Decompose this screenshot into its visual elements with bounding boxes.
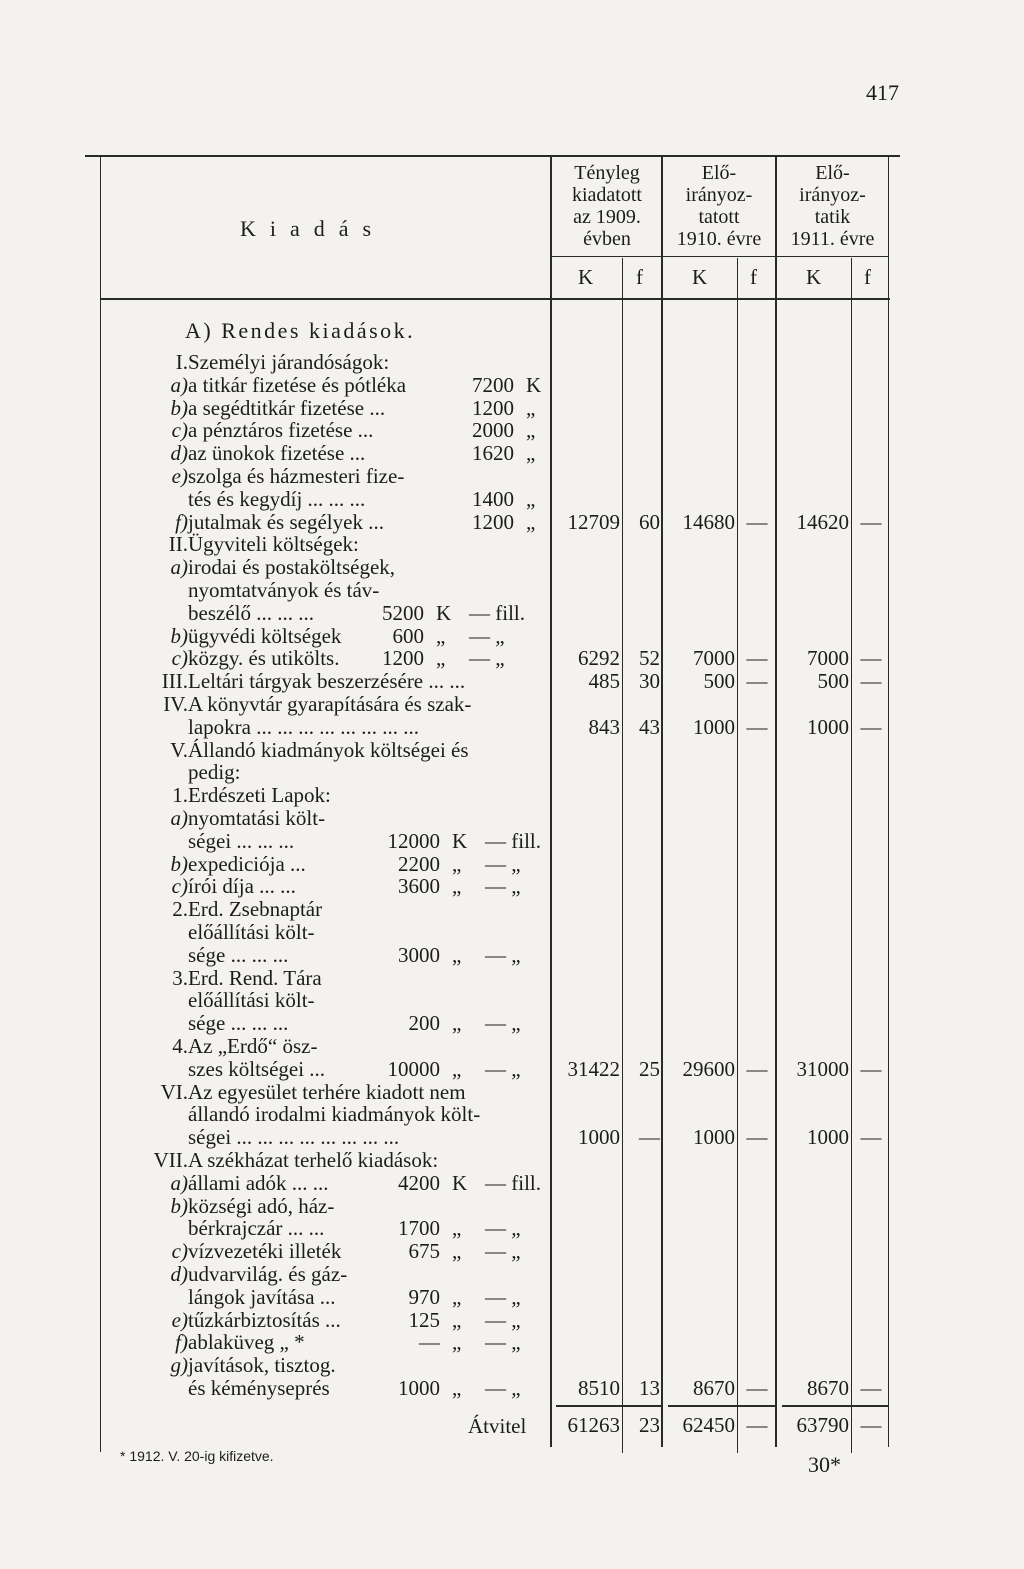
line-unit: „ [436, 623, 446, 648]
carry-top-rule-1 [556, 1405, 661, 1407]
col2-fillers-border [737, 258, 738, 1453]
line-text: tés és kegydíj ... ... ... [188, 486, 366, 511]
line-amount: 1700 [398, 1216, 440, 1241]
line-amount: 200 [408, 1011, 440, 1036]
total-c1f: 25 [639, 1056, 660, 1081]
line-text: a segédtitkár fizetése ... [188, 395, 386, 420]
line-amount: 2200 [398, 851, 440, 876]
col2-left-border [661, 157, 663, 1447]
line-label: VII. [153, 1148, 188, 1172]
total-c1k: 1000 [578, 1125, 620, 1150]
line-amount: 1200 [382, 646, 424, 671]
line-text: pedig: [188, 760, 241, 785]
carry-col2-f: — [746, 1413, 768, 1437]
total-c3f: — [860, 1056, 882, 1081]
line-unit: „ [452, 1056, 462, 1081]
line-text: községi adó, ház- [188, 1193, 335, 1218]
line-unit: „ [526, 509, 536, 534]
line-unit: K [452, 828, 468, 853]
line-text: Az egyesület terhére kiadott nem [188, 1079, 466, 1104]
line-text: lapokra ... ... ... ... ... ... ... ... [188, 714, 419, 739]
total-c3f: — [860, 509, 882, 534]
carry-top-rule-3 [782, 1405, 888, 1407]
line-label: d) [170, 441, 188, 466]
line-amount: — [419, 1330, 440, 1355]
section-title: A) Rendes kiadások. [185, 318, 416, 343]
total-c3f: — [860, 714, 882, 739]
line-label: I. [175, 350, 188, 374]
line-label: f) [175, 509, 188, 534]
total-c1k: 8510 [578, 1376, 620, 1400]
line-text: a titkár fizetése és pótléka [188, 372, 407, 397]
carry-top-rule-2 [668, 1405, 775, 1407]
line-text: A székházat terhelő kiadások: [188, 1148, 439, 1172]
line-text: vízvezetéki illeték [188, 1239, 342, 1264]
line-label: c) [171, 646, 188, 671]
line-text: ségei ... ... ... ... ... ... ... ... [188, 1125, 400, 1150]
line-amount: 1200 [472, 395, 514, 420]
line-text: Állandó kiadmányok költségei és [188, 737, 469, 762]
line-filler: — „ [485, 851, 521, 876]
line-label: VI. [160, 1079, 188, 1104]
line-label: a) [170, 555, 188, 580]
footnote: * 1912. V. 20-ig kifizetve. [120, 1448, 274, 1464]
total-c1k: 31422 [567, 1056, 620, 1081]
line-unit: „ [452, 1239, 462, 1264]
line-unit: „ [452, 1330, 462, 1355]
top-rule [85, 155, 900, 157]
unit-f-1: f [636, 265, 643, 289]
total-c1f: 52 [639, 646, 660, 671]
line-text: javítások, tisztog. [188, 1353, 336, 1378]
line-amount: 600 [392, 623, 424, 648]
line-text: jutalmak és segélyek ... [188, 509, 384, 534]
unit-k-1: K [578, 265, 594, 289]
page-number: 417 [866, 80, 899, 105]
line-text: a pénztáros fizetése ... [188, 418, 374, 443]
header-rule [100, 298, 890, 300]
line-text: nyomtatási költ- [188, 806, 326, 830]
line-text: ablaküveg „ * [188, 1330, 305, 1355]
line-unit: „ [452, 1284, 462, 1309]
line-amount: 675 [408, 1239, 440, 1264]
line-label: b) [170, 851, 188, 876]
line-text: előállítási költ- [188, 920, 315, 944]
line-text: tűzkárbiztosítás ... [188, 1307, 341, 1332]
total-c3k: 8670 [807, 1376, 849, 1400]
line-filler: — „ [469, 646, 505, 671]
line-amount: 1000 [398, 1376, 440, 1400]
carry-col1-k: 61263 [567, 1413, 620, 1437]
line-label: 3. [172, 965, 188, 990]
carry-col3-f: — [860, 1413, 882, 1437]
carry-col1-f: 23 [639, 1413, 660, 1437]
carry-label: Átvitel [468, 1414, 527, 1438]
line-label: III. [161, 669, 188, 694]
line-label: b) [170, 1193, 188, 1218]
total-c3f: — [860, 1125, 882, 1150]
line-label: c) [171, 418, 188, 443]
line-text: szes költségei ... [188, 1056, 326, 1081]
total-c1f: 43 [639, 714, 660, 739]
line-label: 4. [172, 1034, 188, 1058]
total-c2k: 29600 [682, 1056, 735, 1081]
line-unit: „ [452, 851, 462, 876]
kiadas-title: Kiadás [240, 216, 386, 241]
line-text: sége ... ... ... [188, 942, 289, 967]
line-text: lángok javítása ... [188, 1284, 336, 1309]
line-amount: 2000 [472, 418, 514, 443]
line-text: közgy. és utikölts. [188, 646, 340, 671]
line-text: és kéményseprés [188, 1376, 330, 1400]
total-c1f: 30 [639, 669, 660, 694]
line-amount: 125 [408, 1307, 440, 1332]
col-header-rule [550, 256, 888, 257]
line-unit: „ [452, 874, 462, 899]
line-filler: — „ [485, 1307, 521, 1332]
total-c3k: 31000 [796, 1056, 849, 1081]
total-c1k: 843 [588, 714, 620, 739]
total-c2f: — [746, 669, 768, 694]
carry-col2-k: 62450 [682, 1413, 735, 1437]
line-amount: 1200 [472, 509, 514, 534]
line-label: e) [171, 1307, 188, 1332]
total-c3k: 14620 [796, 509, 849, 534]
line-label: 2. [172, 897, 188, 922]
col3-fillers-border [851, 258, 852, 1453]
total-c3f: — [860, 1376, 882, 1400]
col3-left-border [775, 157, 777, 1447]
line-text: sége ... ... ... [188, 1011, 289, 1036]
line-text: Az „Erdő“ ösz- [188, 1034, 318, 1058]
line-text: irodai és postaköltségek, [188, 555, 396, 580]
line-filler: — fill. [469, 600, 525, 625]
col1-left-border [550, 157, 552, 1447]
line-text: Erdészeti Lapok: [188, 783, 331, 808]
line-text: nyomtatványok és táv- [188, 578, 380, 602]
total-c3k: 1000 [807, 1125, 849, 1150]
carry-col3-k: 63790 [796, 1413, 849, 1437]
unit-f-2: f [750, 265, 757, 289]
line-text: udvarvilág. és gáz- [188, 1262, 348, 1286]
col1-header: Tényleg kiadatott az 1909. évben [572, 162, 642, 250]
col3-header: Elő- irányoz- tatik 1911. évre [790, 162, 875, 250]
line-text: ügyvédi költségek [188, 623, 342, 648]
line-filler: — „ [485, 1216, 521, 1241]
line-text: bérkrajczár ... ... [188, 1216, 325, 1241]
line-filler: — „ [485, 874, 521, 899]
line-unit: „ [526, 418, 536, 443]
line-filler: — „ [485, 1056, 521, 1081]
total-c3k: 7000 [807, 646, 849, 671]
line-filler: — „ [485, 942, 521, 967]
line-filler: — „ [485, 1376, 521, 1400]
line-label: IV. [163, 692, 188, 716]
line-text: Erd. Zsebnaptár [188, 897, 323, 922]
total-c1k: 485 [588, 669, 620, 694]
total-c3f: — [860, 669, 882, 694]
line-amount: 3600 [398, 874, 440, 899]
unit-k-2: K [692, 265, 708, 289]
total-c2k: 1000 [693, 714, 735, 739]
line-label: II. [168, 532, 188, 557]
line-text: állandó irodalmi kiadmányok költ- [188, 1102, 481, 1127]
line-unit: K [526, 372, 542, 397]
line-label: 1. [172, 783, 188, 808]
line-label: g) [170, 1353, 188, 1378]
line-amount: 3000 [398, 942, 440, 967]
line-label: V. [170, 737, 188, 762]
line-amount: 1400 [472, 486, 514, 511]
total-c2f: — [746, 714, 768, 739]
col2-header: Elő- irányoz- tatott 1910. évre [676, 162, 762, 250]
line-unit: „ [452, 942, 462, 967]
line-text: beszélő ... ... ... [188, 600, 314, 625]
page-marker: 30* [808, 1452, 841, 1477]
total-c1f: 13 [639, 1376, 660, 1400]
unit-k-3: K [806, 265, 822, 289]
line-label: d) [170, 1262, 188, 1286]
line-text: állami adók ... ... [188, 1170, 329, 1195]
line-unit: „ [452, 1307, 462, 1332]
total-c2k: 8670 [693, 1376, 735, 1400]
line-amount: 12000 [387, 828, 440, 853]
total-c2f: — [746, 646, 768, 671]
unit-f-3: f [864, 265, 871, 289]
line-label: b) [170, 623, 188, 648]
total-c1f: — [639, 1125, 660, 1150]
line-unit: „ [452, 1011, 462, 1036]
line-filler: — „ [469, 623, 505, 648]
line-unit: „ [526, 395, 536, 420]
line-unit: „ [452, 1216, 462, 1241]
total-c1k: 6292 [578, 646, 620, 671]
total-c3k: 1000 [807, 714, 849, 739]
line-filler: — „ [485, 1284, 521, 1309]
total-c2f: — [746, 1376, 768, 1400]
line-amount: 7200 [472, 372, 514, 397]
line-filler: — fill. [485, 1170, 541, 1195]
line-unit: „ [452, 1376, 462, 1400]
total-c2k: 500 [703, 669, 735, 694]
total-c2k: 1000 [693, 1125, 735, 1150]
line-unit: „ [526, 441, 536, 466]
line-label: f) [175, 1330, 188, 1355]
col1-fillers-border [622, 258, 623, 1453]
line-amount: 10000 [387, 1056, 440, 1081]
line-text: A könyvtár gyarapítására és szak- [188, 692, 472, 716]
line-label: a) [170, 806, 188, 830]
line-label: c) [171, 874, 188, 899]
line-unit: „ [436, 646, 446, 671]
line-label: b) [170, 395, 188, 420]
line-text: az ünokok fizetése ... [188, 441, 366, 466]
line-text: expediciója ... [188, 851, 306, 876]
line-amount: 4200 [398, 1170, 440, 1195]
line-label: c) [171, 1239, 188, 1264]
line-filler: — „ [485, 1330, 521, 1355]
line-text: Ügyviteli költségek: [188, 532, 359, 557]
right-border [888, 157, 889, 1447]
total-c1f: 60 [639, 509, 660, 534]
line-label: a) [170, 372, 188, 397]
line-text: Személyi járandóságok: [188, 350, 390, 374]
total-c2f: — [746, 509, 768, 534]
total-c1k: 12709 [567, 509, 620, 534]
total-c3f: — [860, 646, 882, 671]
total-c2f: — [746, 1125, 768, 1150]
line-amount: 5200 [382, 600, 424, 625]
line-text: előállítási költ- [188, 988, 315, 1013]
line-amount: 970 [408, 1284, 440, 1309]
total-c2k: 14680 [682, 509, 735, 534]
line-text: ségei ... ... ... [188, 828, 295, 853]
line-filler: — „ [485, 1239, 521, 1264]
total-c2f: — [746, 1056, 768, 1081]
left-border [100, 157, 101, 1452]
total-c2k: 7000 [693, 646, 735, 671]
line-unit: K [436, 600, 452, 625]
line-label: a) [170, 1170, 188, 1195]
line-text: Erd. Rend. Tára [188, 965, 322, 990]
line-text: szolga és házmesteri fize- [188, 464, 405, 488]
line-filler: — fill. [485, 828, 541, 853]
line-label: e) [171, 464, 188, 488]
line-unit: K [452, 1170, 468, 1195]
line-filler: — „ [485, 1011, 521, 1036]
line-text: Leltári tárgyak beszerzésére ... ... [188, 669, 466, 694]
line-amount: 1620 [472, 441, 514, 466]
total-c3k: 500 [817, 669, 849, 694]
line-unit: „ [526, 486, 536, 511]
line-text: írói díja ... ... [188, 874, 296, 899]
